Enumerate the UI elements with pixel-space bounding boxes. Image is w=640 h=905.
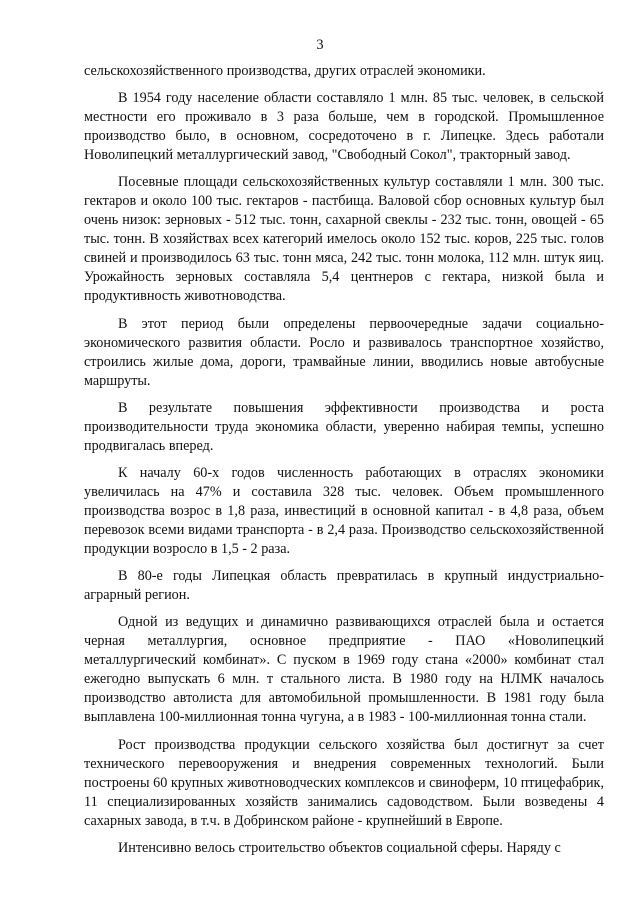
paragraph-efficiency: В результате повышения эффективности производства и роста производительности труда экономика области, уверенно набирая темпы, успешно продвигалась вперед. <box>84 399 604 454</box>
paragraph-priority-tasks: В этот период были определены первоочередные задачи социально-экономического развития области. Росло и развивалось транспортное хозяйство, строились жилые дома, дороги, трамвайные линии, вводились новые автобусные маршруты. <box>84 315 604 389</box>
paragraph-sixties: К началу 60-х годов численность работающих в отраслях экономики увеличилась на 47% и составила 328 тыс. человек. Объем промышленного производства возрос в 1,8 раза, инвестиций в основной капитал - в 4,8 раза, объем перевозок всеми видами транспорта - в 2,4 раза. Производство сельскохозяйственной продукции возросло в 1,5 - 2 раза. <box>84 464 604 557</box>
paragraph-social-sphere: Интенсивно велось строительство объектов социальной сферы. Наряду с <box>118 839 561 856</box>
paragraph-agriculture-areas: Посевные площади сельскохозяйственных культур составляли 1 млн. 300 тыс. гектаров и около 100 тыс. гектаров - пастбища. Валовой сбор основных культур был очень низок: зерновых - 512 тыс. тонн, сахарной свеклы - 232 тыс. тонн, овощей - 65 тыс. тонн. В хозяйствах всех категорий имелось около 152 тыс. коров, 225 тыс. голов свиней и производилось 63 тыс. тонн мяса, 242 тыс. тонн молока, 112 млн. штук яиц. Урожайность зерновых составляла 5,4 центнеров с гектара, низкой была и продуктивность животноводства. <box>84 174 604 305</box>
paragraph-metallurgy: Одной из ведущих и динамично развивающихся отраслей была и остается черная металлургия, основное предприятие - ПАО «Новолипецкий металлургический комбинат». С пуском в 1969 году стана «2000» комбинат стал ежегодно выпускать 6 млн. т стального листа. В 1980 году на НЛМК началось производство автолиста для автомобильной промышленности. В 1981 году была выплавлена 100-миллионная тонна чугуна, а в 1983 - 100-миллионная тонна стали. <box>84 614 604 726</box>
paragraph-eighties: В 80-е годы Липецкая область превратилась в крупный индустриально-аграрный регион. <box>84 568 604 604</box>
document-body <box>84 62 604 866</box>
paragraph-agriculture-growth: Рост производства продукции сельского хозяйства был достигнут за счет технического перевооружения и внедрения современных технологий. Были построены 60 крупных животноводческих комплексов и свиноферм, 10 птицефабрик, 11 специализированных хозяйств занимались садоводством. Были возведены 4 сахарных завода, в т.ч. в Добринском районе - крупнейший в Европе. <box>84 736 604 829</box>
paragraph-continuation: сельскохозяйственного производства, других отраслей экономики. <box>84 63 486 79</box>
page-number: 3 <box>316 37 324 53</box>
paragraph-population-1954: В 1954 году население области составляло 1 млн. 85 тыс. человек, в сельской местности его проживало в 3 раза больше, чем в городской. Промышленное производство было, в основном, сосредоточено в г. Липецке. Здесь работали Новолипецкий металлургический завод, "Свободный Сокол", тракторный завод. <box>84 90 604 164</box>
